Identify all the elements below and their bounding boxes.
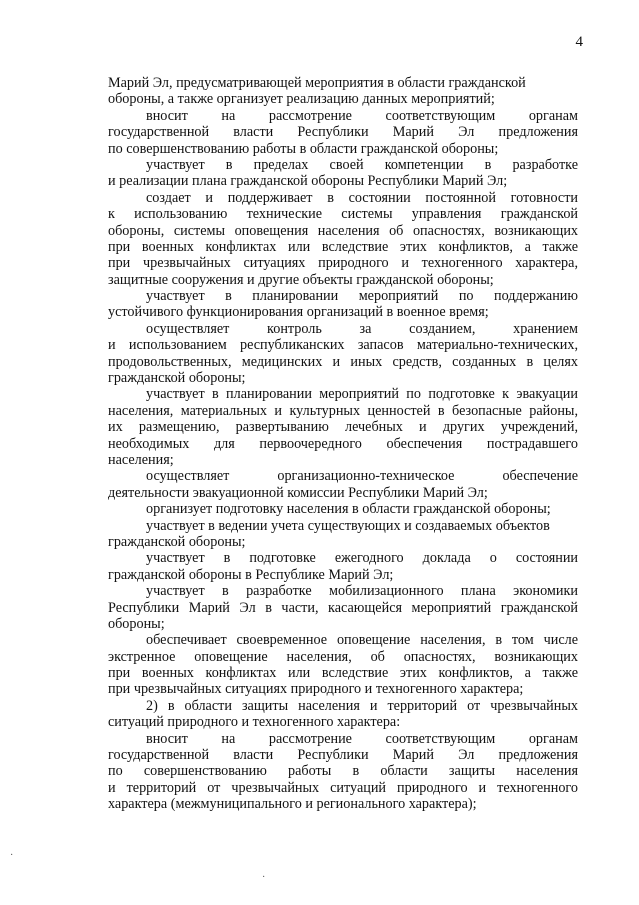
- text-line: по совершенствованию работы в области гражданской обороны;: [108, 140, 499, 157]
- text-line: и реализации плана гражданской обороны Республики Марий Эл;: [108, 173, 508, 190]
- text-line: необходимых для первоочередного обеспечения пострадавшего: [108, 435, 578, 452]
- text-line: государственной власти Республики Марий Эл предложения: [108, 747, 578, 764]
- text-line: гражданской обороны;: [108, 370, 246, 387]
- text-line: государственной власти Республики Марий Эл предложения: [108, 124, 578, 141]
- page-number: 4: [575, 34, 583, 50]
- scan-speck: ·: [10, 850, 14, 861]
- text-line: участвует в разработке мобилизационного плана экономики: [146, 583, 578, 600]
- text-line: 2) в области защиты населения и территорий от чрезвычайных: [146, 697, 578, 714]
- text-line: организует подготовку населения в области гражданской обороны;: [146, 501, 551, 518]
- text-line: населения;: [108, 451, 174, 468]
- text-line: при чрезвычайных ситуациях природного и техногенного характера,: [108, 255, 578, 272]
- text-line: характера (межмуниципального и регионального характера);: [108, 796, 477, 813]
- text-line: участвует в пределах своей компетенции в разработке: [146, 156, 578, 173]
- text-line: экстренное оповещение населения, об опасностях, возникающих: [108, 648, 578, 665]
- text-line: обеспечивает своевременное оповещение населения, в том числе: [146, 632, 578, 649]
- text-line: населения, материальных и культурных ценностей в безопасные районы,: [108, 402, 578, 419]
- text-line: вносит на рассмотрение соответствующим органам: [146, 107, 578, 124]
- text-line: их размещению, развертыванию лечебных и других учреждений,: [108, 419, 578, 436]
- text-line: при военных конфликтах или вследствие этих конфликтов, а также: [108, 665, 578, 682]
- text-line: и территорий от чрезвычайных ситуаций природного и техногенного: [108, 779, 578, 796]
- text-line: к использованию технические системы управления гражданской: [108, 206, 578, 223]
- text-line: гражданской обороны в Республике Марий Эл;: [108, 566, 394, 583]
- text-line: участвует в подготовке ежегодного доклада о состоянии: [146, 550, 578, 567]
- text-line: устойчивого функционирования организаций в военное время;: [108, 304, 489, 321]
- text-line: обороны, системы оповещения населения об опасностях, возникающих: [108, 222, 578, 239]
- text-line: осуществляет организационно-техническое обеспечение: [146, 468, 578, 485]
- text-line: защитные сооружения и другие объекты гражданской обороны;: [108, 271, 494, 288]
- document-body: [108, 75, 578, 813]
- text-line: вносит на рассмотрение соответствующим органам: [146, 730, 578, 747]
- text-line: обороны;: [108, 615, 165, 632]
- text-line: деятельности эвакуационной комиссии Республики Марий Эл;: [108, 484, 488, 501]
- text-line: продовольственных, медицинских и иных средств, созданных в целях: [108, 353, 578, 370]
- text-line: осуществляет контроль за созданием, хранением: [146, 320, 578, 337]
- text-line: участвует в ведении учета существующих и создаваемых объектов: [146, 517, 550, 534]
- text-line: создает и поддерживает в состоянии постоянной готовности: [146, 189, 578, 206]
- text-line: при чрезвычайных ситуациях природного и техногенного характера;: [108, 681, 524, 698]
- text-line: Республики Марий Эл в части, касающейся мероприятий гражданской: [108, 599, 578, 616]
- text-line: участвует в планировании мероприятий по поддержанию: [146, 288, 578, 305]
- scan-speck: ·: [262, 872, 266, 883]
- text-line: по совершенствованию работы в области защиты населения: [108, 763, 578, 780]
- text-line: ситуаций природного и техногенного характера:: [108, 714, 401, 731]
- text-line: обороны, а также организует реализацию данных мероприятий;: [108, 91, 495, 108]
- text-line: Марий Эл, предусматривающей мероприятия в области гражданской: [108, 75, 526, 91]
- text-line: и использованием республиканских запасов материально-технических,: [108, 337, 578, 354]
- text-line: участвует в планировании мероприятий по подготовке к эвакуации: [146, 386, 578, 403]
- text-line: гражданской обороны;: [108, 533, 246, 550]
- text-line: при военных конфликтах или вследствие этих конфликтов, а также: [108, 238, 578, 255]
